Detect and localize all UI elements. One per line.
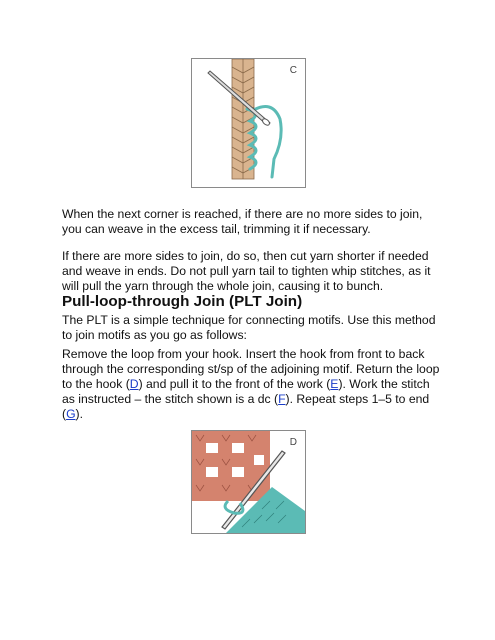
figure-link-g[interactable]: G: [66, 407, 76, 421]
paragraph-plt-intro: The PLT is a simple technique for connecting motifs. Use this method to join motifs as you go as follows:: [62, 313, 436, 342]
paragraph-plt-steps: [62, 347, 442, 422]
steps-text-3: ). Work the stitch as instructed – the stitch shown is a dc (: [62, 377, 430, 406]
steps-text-5: ).: [75, 407, 83, 421]
plt-join-illustration: [192, 431, 305, 533]
figure-label-c: C: [289, 65, 297, 76]
section-heading: Pull-loop-through Join (PLT Join): [62, 293, 303, 310]
paragraph-more-sides: If there are more sides to join, do so, then cut yarn shorter if needed and weave in ends. Do not pull yarn tail to tighten whip stitches, as it will pull the yarn through the whole join, causing it to bunch.: [62, 249, 431, 293]
paragraph-weave-tail: When the next corner is reached, if there are no more sides to join, you can weave in the excess tail, trimming it if necessary.: [62, 207, 423, 236]
figure-link-d[interactable]: D: [129, 377, 139, 391]
steps-text-4: ). Repeat steps 1–5 to end (: [62, 392, 430, 421]
illustration-c: [191, 58, 306, 188]
illustration-d: [191, 430, 306, 534]
steps-text-2: ) and pull it to the front of the work (: [138, 377, 331, 391]
steps-text-1: Remove the loop from your hook. Insert the hook from front to back through the corresponding st/sp of the adjoining motif. Return the loop to the hook (: [62, 347, 440, 391]
figure-link-e[interactable]: E: [330, 377, 339, 391]
figure-label-d: D: [289, 437, 297, 448]
figure-link-f[interactable]: F: [278, 392, 286, 406]
whip-stitch-illustration: [192, 59, 305, 187]
